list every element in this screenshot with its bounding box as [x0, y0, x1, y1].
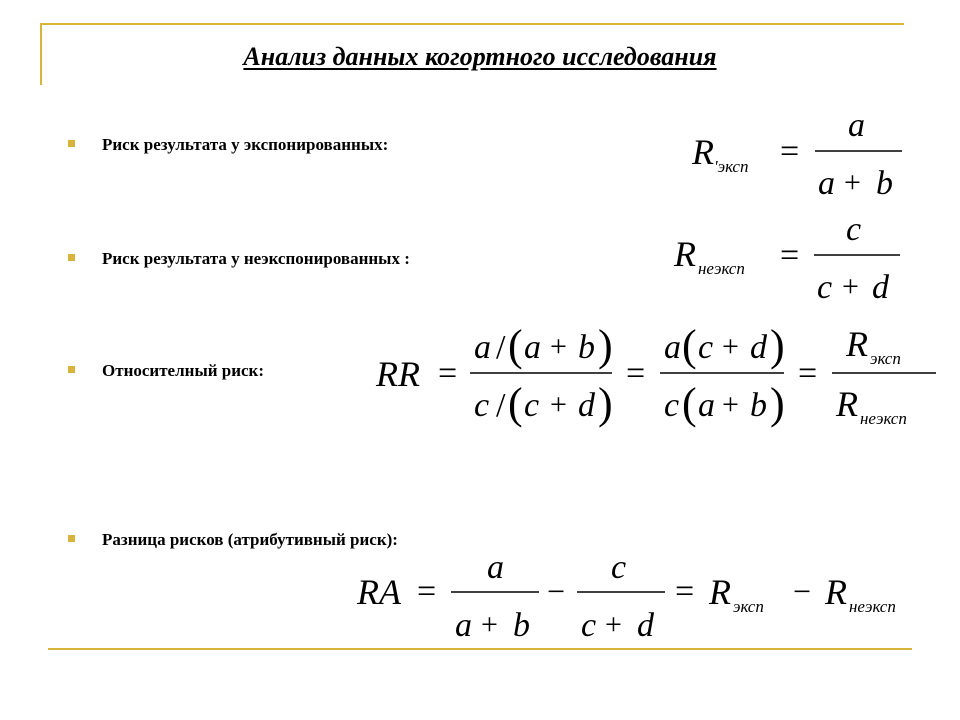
formula-symbol: c: [581, 607, 597, 644]
formula-operator: +: [550, 388, 567, 421]
formula-symbol: b: [513, 607, 530, 644]
square-bullet-icon: [68, 140, 75, 147]
formula-operator: /: [496, 329, 506, 366]
formula-subscript: 'эксп: [714, 157, 749, 176]
formula-symbol: c: [817, 269, 833, 306]
formula-paren: (: [508, 379, 523, 428]
item-label-risk-difference: Разница рисков (атрибутивный риск):: [102, 530, 398, 549]
formula-paren: ): [598, 321, 613, 370]
formula-symbol: b: [578, 329, 595, 366]
formula-symbol: b: [876, 165, 893, 202]
formula-symbol: a: [818, 165, 835, 202]
formula-symbol: a: [474, 329, 491, 366]
formula-symbol: a: [524, 329, 541, 366]
formula-operator: +: [844, 166, 861, 199]
formula-operator: −: [547, 573, 566, 609]
formula-subscript: эксп: [733, 597, 764, 616]
formula-nonexposed-risk: [672, 210, 912, 310]
slide-title: Анализ данных когортного исследования: [243, 42, 717, 71]
formula-operator: +: [605, 608, 622, 641]
formula-symbol: R: [692, 132, 714, 172]
formula-operator: +: [842, 270, 859, 303]
formula-paren: ): [770, 379, 785, 428]
formula-paren: (: [682, 321, 697, 370]
formula-paren: ): [770, 321, 785, 370]
formula-symbol: RR: [376, 354, 420, 394]
formula-symbol: d: [872, 269, 889, 306]
formula-symbol: R: [709, 572, 731, 612]
formula-operator: =: [417, 573, 437, 610]
formula-operator: +: [481, 608, 498, 641]
formula-symbol: a: [487, 549, 504, 586]
formula-symbol: d: [578, 387, 595, 424]
formula-symbol: a: [455, 607, 472, 644]
formula-operator: =: [675, 573, 695, 610]
formula-operator: =: [438, 355, 458, 392]
formula-symbol: RA: [357, 572, 401, 612]
bottom-rule: [48, 648, 912, 650]
formula-relative-risk: [370, 318, 940, 438]
formula-subscript: неэксп: [698, 259, 745, 278]
formula-operator: =: [780, 237, 800, 274]
formula-symbol: b: [750, 387, 767, 424]
formula-paren: (: [682, 379, 697, 428]
formula-symbol: c: [664, 387, 680, 424]
formula-paren: (: [508, 321, 523, 370]
formula-symbol: c: [611, 549, 627, 586]
formula-operator: −: [793, 573, 812, 609]
formula-symbol: c: [524, 387, 540, 424]
formula-subscript: эксп: [870, 349, 901, 368]
square-bullet-icon: [68, 254, 75, 261]
formula-operator: +: [722, 330, 739, 363]
formula-symbol: a: [848, 107, 865, 144]
formula-subscript: неэксп: [860, 409, 907, 428]
square-bullet-icon: [68, 366, 75, 373]
formula-risk-difference: [355, 548, 930, 648]
formula-operator: =: [798, 355, 818, 392]
formula-symbol: c: [846, 211, 862, 248]
formula-operator: =: [780, 133, 800, 170]
formula-operator: =: [626, 355, 646, 392]
formula-symbol: c: [698, 329, 714, 366]
formula-operator: /: [496, 387, 506, 424]
formula-symbol: R: [825, 572, 847, 612]
formula-operator: +: [722, 388, 739, 421]
formula-symbol: c: [474, 387, 490, 424]
formula-symbol: R: [836, 384, 858, 424]
formula-symbol: d: [750, 329, 767, 366]
square-bullet-icon: [68, 535, 75, 542]
formula-subscript: неэксп: [849, 597, 896, 616]
formula-symbol: d: [637, 607, 654, 644]
formula-symbol: a: [664, 329, 681, 366]
formula-exposed-risk: [680, 100, 920, 210]
formula-symbol: a: [698, 387, 715, 424]
formula-operator: +: [550, 330, 567, 363]
item-label-nonexposed-risk: Риск результата у неэкспонированных :: [102, 249, 410, 268]
formula-symbol: R: [674, 234, 696, 274]
formula-paren: ): [598, 379, 613, 428]
top-rule: [40, 23, 904, 25]
formula-symbol: R: [846, 324, 868, 364]
item-label-relative-risk: Относителный риск:: [102, 361, 265, 380]
item-label-exposed-risk: Риск результата у экспонированных:: [102, 135, 389, 154]
